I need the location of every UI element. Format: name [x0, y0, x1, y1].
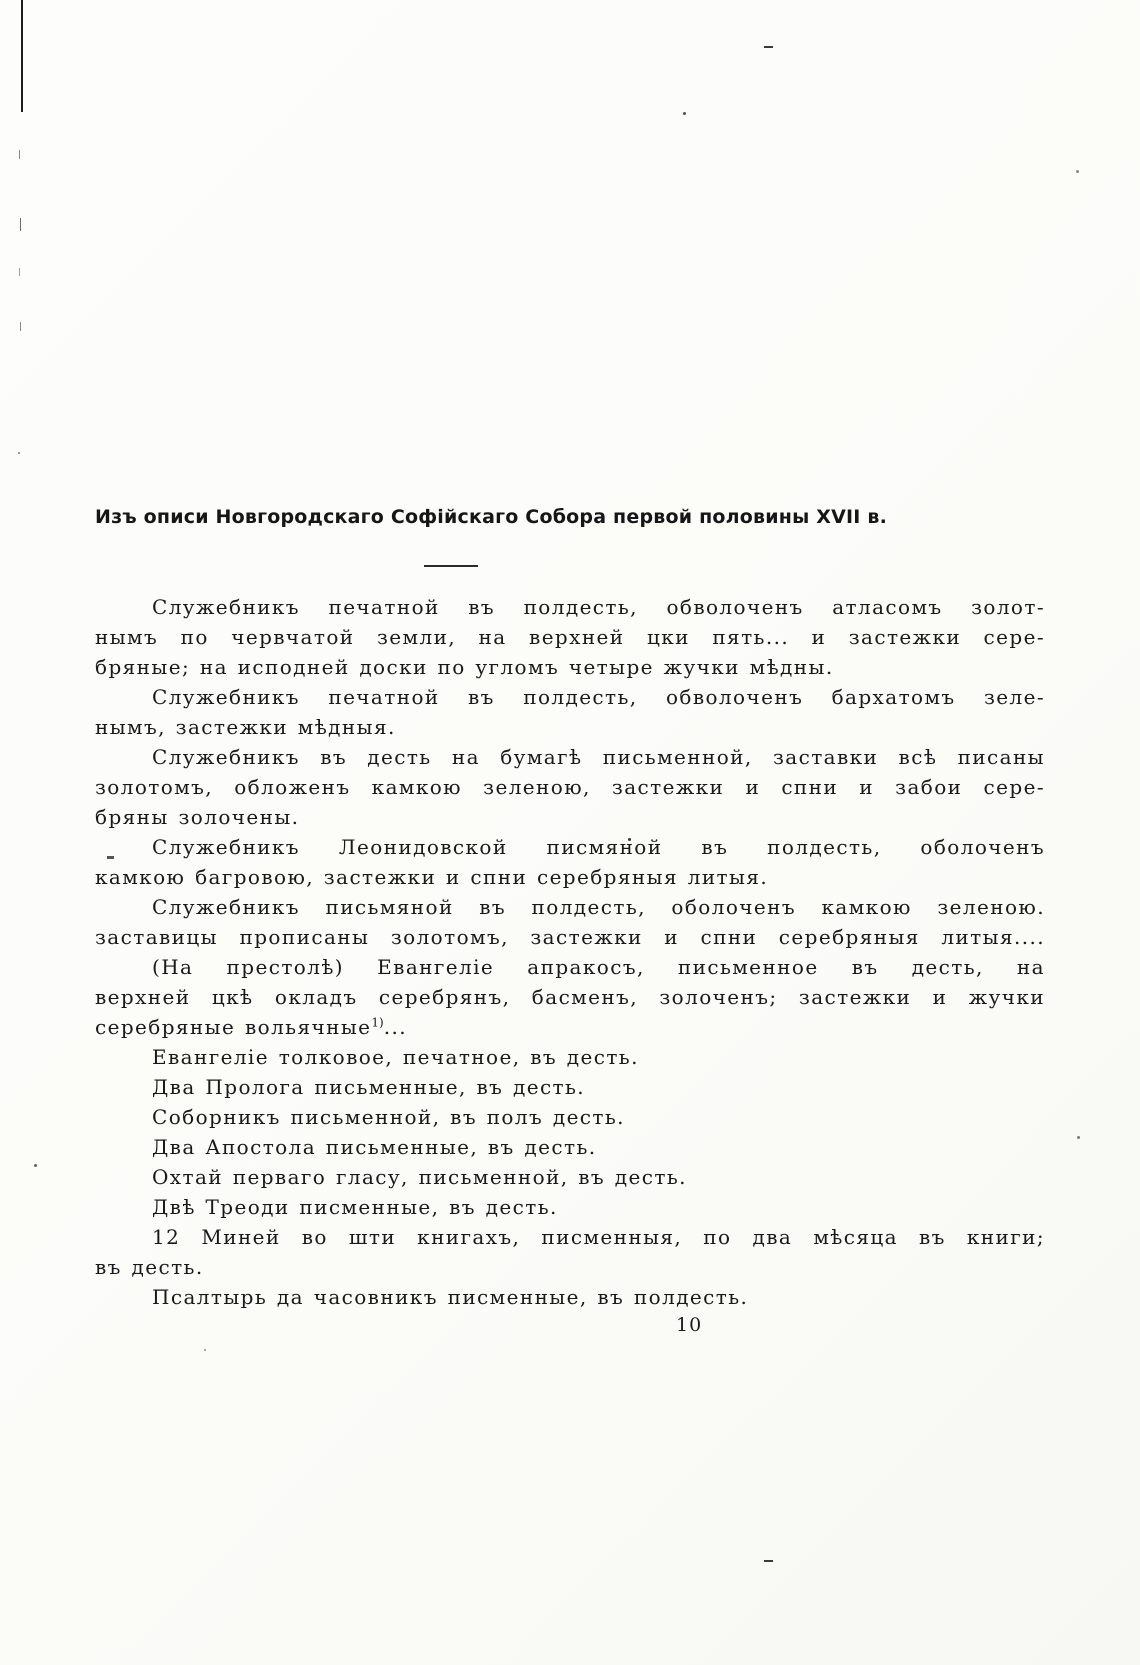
scan-artifact	[34, 1164, 37, 1167]
page-number: 10	[676, 1314, 703, 1336]
text-line-content: Охтай перваго гласу, письменной, въ десть.	[152, 1165, 687, 1189]
text-line-content: Соборникъ письменной, въ полъ десть.	[152, 1105, 625, 1129]
text-line-content: серебряные вольячные	[95, 1015, 372, 1039]
text-line-content: бряны золочены.	[95, 805, 300, 829]
scan-artifact	[683, 112, 686, 115]
text-line	[95, 622, 1045, 652]
text-line-content: (На престолѣ) Евангеліе апракосъ, письменное въ десть, на	[152, 955, 1045, 979]
text-line	[95, 682, 1045, 712]
text-line-content: Псалтырь да часовникъ писменные, въ полдесть.	[152, 1285, 749, 1309]
scan-artifact	[20, 218, 21, 231]
scan-artifact	[764, 46, 773, 48]
scan-artifact	[764, 1560, 773, 1562]
text-line-content: Два Пролога письменные, въ десть.	[152, 1075, 586, 1099]
text-line	[95, 952, 1045, 982]
text-line-content: Служебникъ письмяной въ полдесть, оболоченъ камкою зеленою.	[152, 895, 1045, 919]
text-line-content: 12 Миней во шти книгахъ, писменныя, по два мѣсяца въ книги;	[152, 1225, 1045, 1249]
text-line	[95, 1252, 1045, 1282]
text-line	[95, 1192, 1045, 1222]
text-line-content: бряные; на исподней доски по угломъ четыре жучки мѣдны.	[95, 655, 834, 679]
text-line-content: нымъ, застежки мѣдныя.	[95, 715, 396, 739]
text-line	[95, 1162, 1045, 1192]
text-line	[95, 1072, 1045, 1102]
text-line	[95, 742, 1045, 772]
scan-artifact	[18, 452, 20, 454]
text-line	[95, 982, 1045, 1012]
text-line	[95, 1012, 1045, 1042]
page-heading: Изъ описи Новгородскаго Софійскаго Собора первой половины XVII в.	[95, 506, 888, 528]
text-line	[95, 772, 1045, 802]
text-line-content: камкою багровою, застежки и спни серебряныя литыя.	[95, 865, 769, 889]
heading-divider	[424, 565, 478, 567]
text-line-content: Служебникъ Леонидовской писмяной въ полдесть, оболоченъ	[152, 835, 1045, 859]
text-line-content: въ десть.	[95, 1255, 204, 1279]
text-line	[95, 802, 1045, 832]
text-line-content: Евангеліе толковое, печатное, въ десть.	[152, 1045, 639, 1069]
text-line-content: золотомъ, обложенъ камкою зеленою, застежки и спни и забои сере-	[95, 775, 1045, 799]
text-line	[95, 1132, 1045, 1162]
text-line	[95, 712, 1045, 742]
scan-artifact	[19, 268, 20, 276]
text-line-content: Двѣ Треоди писменные, въ десть.	[152, 1195, 558, 1219]
text-line-content: заставицы прописаны золотомъ, застежки и спни серебряныя литыя....	[95, 925, 1045, 949]
scan-artifact	[1076, 170, 1079, 173]
text-line	[95, 862, 1045, 892]
text-line	[95, 592, 1045, 622]
text-line	[95, 832, 1045, 862]
text-line-content: верхней цкѣ окладъ серебрянъ, басменъ, золоченъ; застежки и жучки	[95, 985, 1045, 1009]
text-line-content: нымъ по червчатой земли, на верхней цки пять... и застежки сере-	[95, 625, 1045, 649]
text-line-content: Служебникъ въ десть на бумагѣ письменной, заставки всѣ писаны	[152, 745, 1045, 769]
text-line-content: Два Апостола письменные, въ десть.	[152, 1135, 597, 1159]
text-line	[95, 1102, 1045, 1132]
scan-artifact	[21, 0, 23, 112]
text-line	[95, 922, 1045, 952]
scan-artifact	[20, 322, 21, 331]
text-line	[95, 1222, 1045, 1252]
scan-artifact	[19, 150, 20, 159]
text-line	[95, 652, 1045, 682]
text-line-content: Служебникъ печатной въ полдесть, обволоченъ бархатомъ зеле-	[152, 685, 1045, 709]
text-line	[95, 1042, 1045, 1072]
text-line-tail: ...	[383, 1015, 408, 1039]
text-block	[95, 592, 1045, 1312]
scan-artifact	[1077, 1136, 1080, 1139]
text-line-content: Служебникъ печатной въ полдесть, обволоченъ атласомъ золот-	[152, 595, 1045, 619]
text-line	[95, 1282, 1045, 1312]
footnote-marker: 1)	[371, 1015, 384, 1030]
text-line	[95, 892, 1045, 922]
scan-artifact	[204, 1349, 206, 1351]
